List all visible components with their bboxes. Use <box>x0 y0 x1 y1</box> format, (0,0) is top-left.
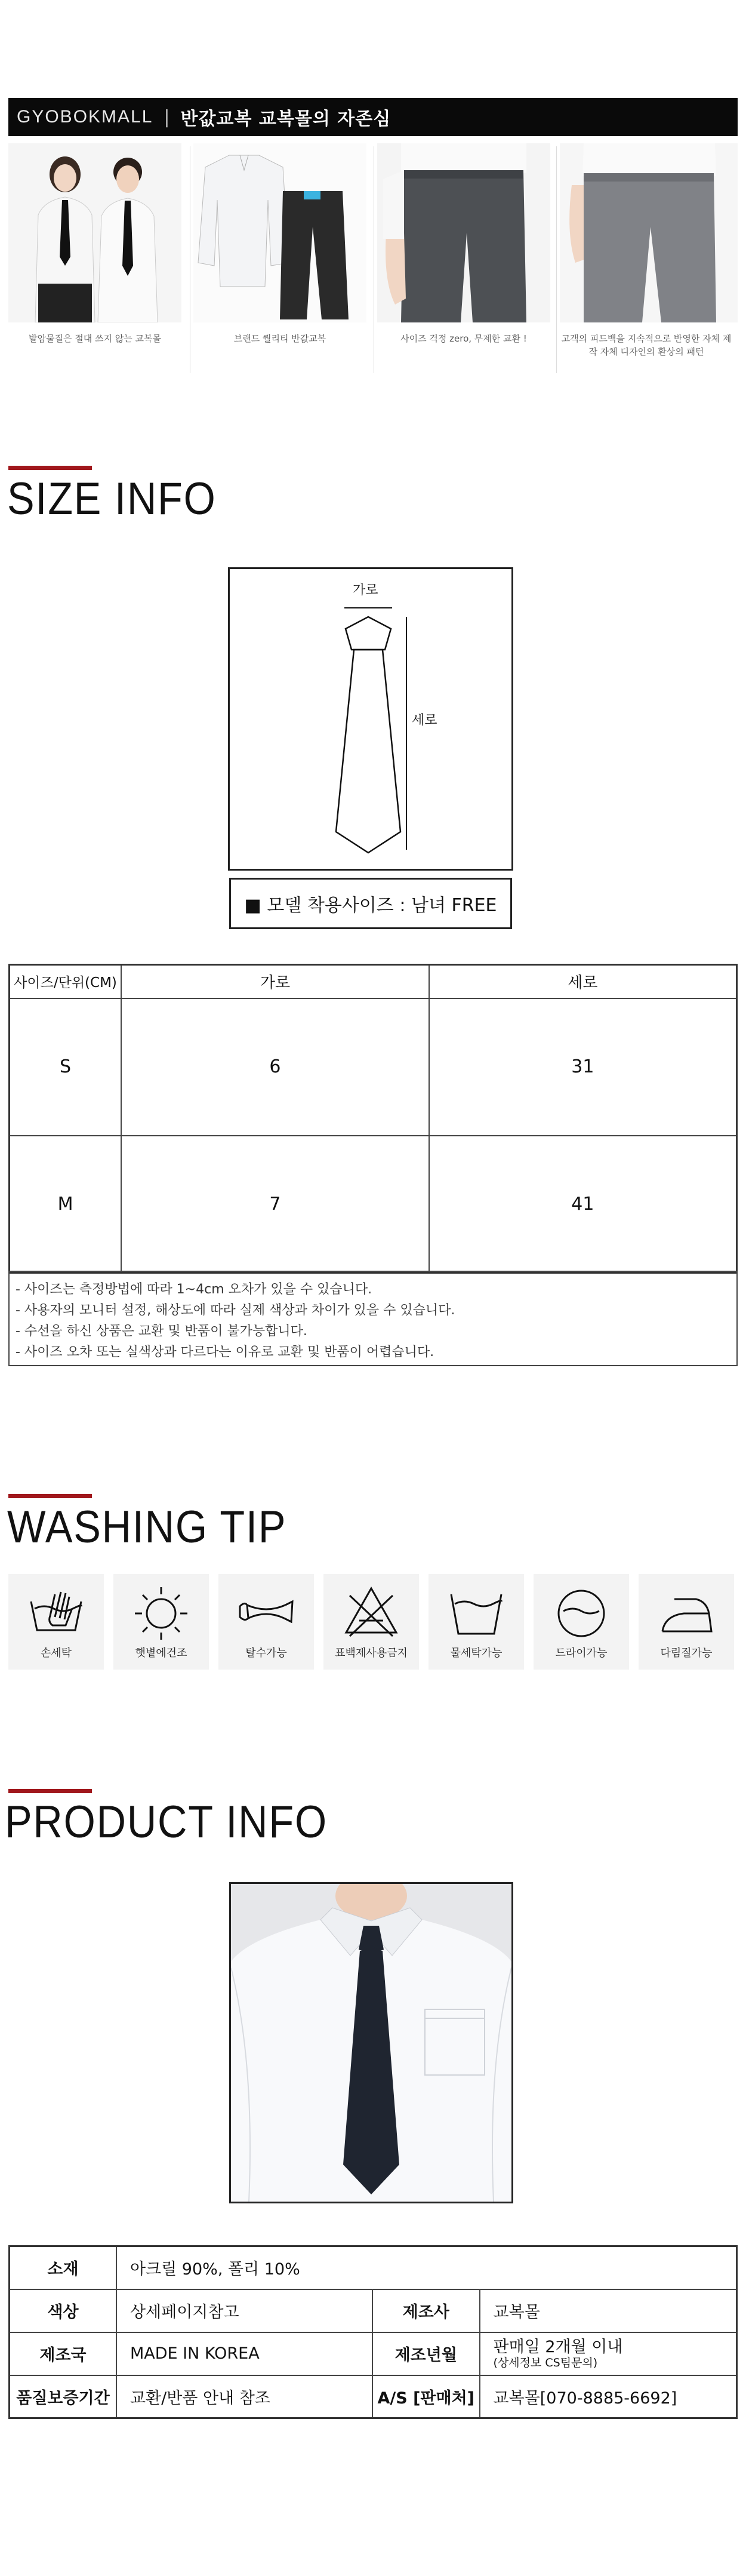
length-cell: 41 <box>429 1136 737 1273</box>
feature-shirt-pants <box>193 143 366 370</box>
washing-tip-accent-bar <box>8 1494 92 1498</box>
feature-models <box>8 143 181 370</box>
feature-divider <box>556 146 557 373</box>
country-value: MADE IN KOREA <box>116 2332 372 2375</box>
warranty-value: 교환/반품 안내 참조 <box>116 2375 372 2418</box>
feature-pattern <box>560 143 738 370</box>
width-cell: 6 <box>121 998 429 1136</box>
feature-caption: 사이즈 걱정 zero, 무제한 교환 ! <box>400 333 527 344</box>
width-cell: 7 <box>121 1136 429 1273</box>
size-notes <box>8 1271 738 1366</box>
table-header-row <box>10 965 737 998</box>
feature-caption: 고객의 피드백을 지속적으로 반영한 자체 제작 자체 디자인의 환상의 패턴 <box>561 333 732 357</box>
as-label: A/S [판매처] <box>372 2375 480 2418</box>
models-photo <box>8 143 181 322</box>
product-photo <box>229 1882 513 2203</box>
brand-name: GYOBOKMALL <box>17 107 153 127</box>
country-label: 제조국 <box>10 2332 116 2375</box>
wash-label: 햇볕에건조 <box>135 1647 187 1659</box>
model-size-note: ■ 모델 착용사이즈 : 남녀 FREE <box>229 878 512 929</box>
wash-label: 탈수가능 <box>245 1647 287 1659</box>
date-cell <box>480 2332 737 2375</box>
size-info-accent-bar <box>8 466 92 470</box>
size-info-title: SIZE INFO <box>7 474 217 524</box>
as-value: 교복몰[070-8885-6692] <box>480 2375 737 2418</box>
product-info-title: PRODUCT INFO <box>5 1797 328 1848</box>
wash-label: 드라이가능 <box>555 1647 608 1659</box>
wring-icon <box>236 1584 296 1641</box>
wash-label: 표백제사용금지 <box>335 1647 408 1659</box>
header-width: 가로 <box>121 965 429 998</box>
wash-item-iron <box>639 1574 734 1670</box>
date-value: 판매일 2개월 이내 <box>493 2337 623 2356</box>
material-label: 소재 <box>10 2246 116 2289</box>
iron-icon <box>656 1584 716 1641</box>
brand-banner <box>8 98 738 136</box>
table-row <box>10 2332 737 2375</box>
wash-item-sun-dry <box>113 1574 209 1670</box>
date-label: 제조년월 <box>372 2332 480 2375</box>
color-label: 색상 <box>10 2289 116 2332</box>
table-row <box>10 2375 737 2418</box>
warranty-label: 품질보증기간 <box>10 2375 116 2418</box>
length-label: 세로 <box>412 713 437 728</box>
table-row <box>10 998 737 1136</box>
sun-dry-icon <box>131 1584 191 1641</box>
color-value: 상세페이지참고 <box>116 2289 372 2332</box>
tie-diagram <box>228 567 513 871</box>
size-cell: M <box>10 1136 122 1273</box>
product-info-accent-bar <box>8 1789 92 1793</box>
dry-clean-icon <box>551 1584 611 1641</box>
feature-caption: 발암물질은 절대 쓰지 않는 교복몰 <box>29 333 161 344</box>
material-value: 아크릴 90%, 폴리 10% <box>116 2246 737 2289</box>
water-wash-icon <box>446 1584 506 1641</box>
table-row <box>10 2289 737 2332</box>
date-subnote: (상세정보 CS팀문의) <box>493 2356 598 2369</box>
header-size-unit: 사이즈/단위(CM) <box>10 965 122 998</box>
feature-caption: 브랜드 퀄리티 반값교복 <box>233 333 326 344</box>
maker-value: 교복몰 <box>480 2289 737 2332</box>
size-cell: S <box>10 998 122 1136</box>
wash-label: 손세탁 <box>40 1647 72 1659</box>
maker-label: 제조사 <box>372 2289 480 2332</box>
hand-wash-icon <box>26 1584 86 1641</box>
brand-slogan: 반값교복 교복몰의 자존심 <box>180 109 392 130</box>
note-line: - 수선을 하신 상품은 교환 및 반품이 불가능합니다. <box>16 1324 307 1339</box>
tie-outline-icon <box>230 569 511 869</box>
wash-label: 물세탁가능 <box>450 1647 503 1659</box>
note-line: - 사이즈는 측정방법에 따라 1~4cm 오차가 있을 수 있습니다. <box>16 1282 372 1297</box>
header-length: 세로 <box>429 965 737 998</box>
wash-item-wring <box>218 1574 314 1670</box>
feature-pants-fit <box>377 143 550 370</box>
wash-item-hand-wash <box>8 1574 104 1670</box>
note-line: - 사이즈 오차 또는 실색상과 다르다는 이유로 교환 및 반품이 어렵습니다. <box>16 1345 434 1360</box>
no-bleach-icon <box>341 1584 401 1641</box>
note-line: - 사용자의 모니터 설정, 해상도에 따라 실제 색상과 차이가 있을 수 있습니다. <box>16 1303 455 1318</box>
washing-tip-title: WASHING TIP <box>7 1502 287 1553</box>
pants-fit-photo <box>377 143 550 322</box>
product-info-table <box>8 2245 738 2419</box>
wash-item-dry-clean <box>534 1574 629 1670</box>
wash-label: 다림질가능 <box>660 1647 713 1659</box>
table-row <box>10 1136 737 1273</box>
banner-separator: | <box>164 106 170 128</box>
width-label: 가로 <box>353 583 378 598</box>
wash-item-water-wash <box>429 1574 524 1670</box>
wash-item-no-bleach <box>323 1574 419 1670</box>
length-cell: 31 <box>429 998 737 1136</box>
table-row <box>10 2246 737 2289</box>
shirt-pants-photo <box>193 143 366 322</box>
size-table <box>8 964 738 1274</box>
pattern-photo <box>560 143 738 322</box>
